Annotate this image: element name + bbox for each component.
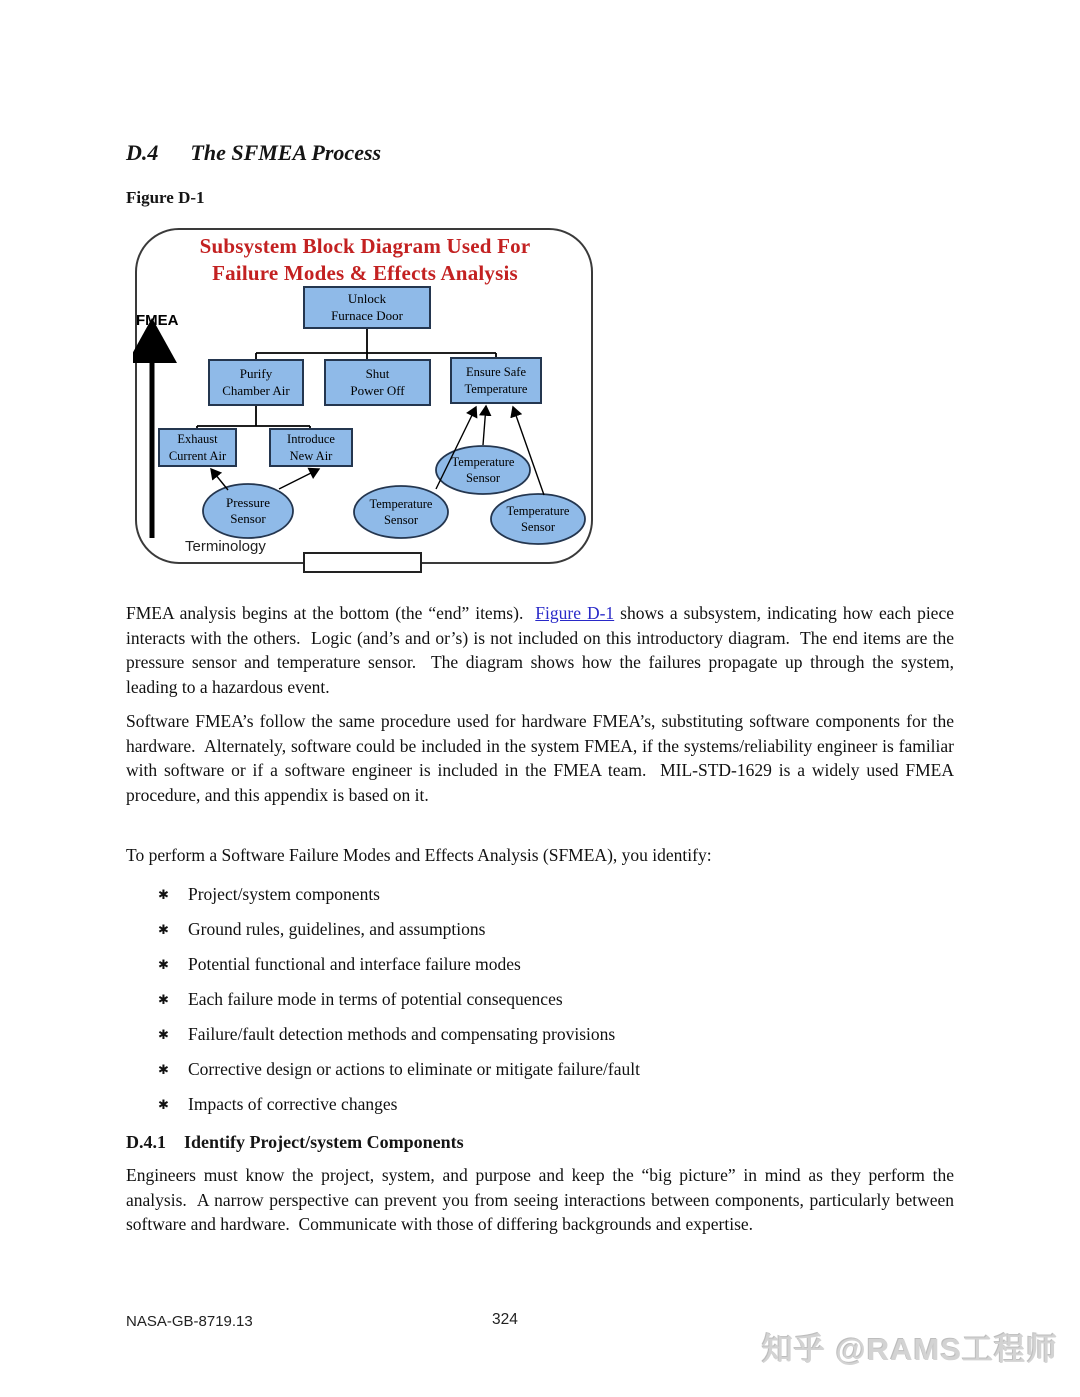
box-purify-chamber-air bbox=[208, 359, 304, 406]
section-heading bbox=[126, 140, 381, 166]
ellipse-text: Temperature bbox=[451, 455, 515, 469]
blank-label-box bbox=[303, 552, 422, 573]
pressure-sensor-label bbox=[203, 495, 293, 528]
asterisk-bullet-icon: ✱ bbox=[158, 921, 169, 937]
box-ensure-safe-temperature bbox=[450, 357, 542, 404]
list-item bbox=[158, 1087, 948, 1122]
terminology-label: Terminology bbox=[185, 538, 266, 555]
box-unlock-furnace-door bbox=[303, 286, 431, 329]
ellipse-text: Temperature bbox=[369, 497, 433, 511]
ellipse-text: Sensor bbox=[520, 519, 556, 534]
figure-title-line1: Subsystem Block Diagram Used For bbox=[199, 234, 531, 258]
paragraph-software-fmea: Software FMEA’s follow the same procedure used for hardware FMEA’s, substituting software components for the hardware. Alternately, software could be included in the system FMEA, if the systems/reliability engineer is familiar with software or if a software engineer is included in the FMEA team. MIL-STD-1629 is a widely used FMEA procedure, and this appendix is based on it. bbox=[126, 711, 959, 805]
ellipse-text: Sensor bbox=[230, 511, 266, 527]
box-text: Power Off bbox=[350, 382, 405, 398]
figure-title-line2: Failure Modes & Effects Analysis bbox=[212, 261, 518, 285]
list-item-text: Corrective design or actions to eliminate or mitigate failure/fault bbox=[188, 1059, 640, 1079]
temperature-sensor-1-label bbox=[436, 455, 530, 486]
list-item-text: Failure/fault detection methods and compensating provisions bbox=[188, 1024, 616, 1044]
list-item-text: Ground rules, guidelines, and assumptions bbox=[188, 919, 486, 939]
fmea-axis-label: FMEA bbox=[136, 312, 179, 329]
ellipse-text: Sensor bbox=[383, 512, 419, 527]
box-text: Current Air bbox=[168, 448, 227, 463]
ellipse-text: Pressure bbox=[225, 495, 271, 510]
asterisk-bullet-icon: ✱ bbox=[158, 1026, 169, 1042]
ellipse-text: Sensor bbox=[465, 470, 501, 485]
list-item bbox=[158, 1052, 948, 1087]
list-item bbox=[158, 1017, 948, 1052]
list-item-text: Potential functional and interface failure modes bbox=[188, 954, 521, 974]
footer-page-number: 324 bbox=[492, 1311, 518, 1328]
paragraph-text: shows a subsystem, indicating how each piece interacts with the others. Logic (and’s and or’s) is not included on this introductory diagram. The end items are the pressure sensor and temperature sensor. The diagram shows how the failures propagate up through the system, leading to a hazardous event. bbox=[126, 603, 959, 697]
figure-d1-diagram bbox=[133, 228, 601, 576]
paragraph-sfmea-intro: To perform a Software Failure Modes and Effects Analysis (SFMEA), you identify: bbox=[126, 845, 712, 865]
paragraph-fmea-analysis bbox=[126, 601, 959, 699]
box-shut-power-off bbox=[324, 359, 431, 406]
sfmea-identify-list bbox=[158, 877, 948, 1122]
list-item bbox=[158, 912, 948, 947]
figure-d1-link[interactable]: Figure D-1 bbox=[535, 603, 615, 623]
list-item-text: Project/system components bbox=[188, 884, 380, 904]
paragraph-text: FMEA analysis begins at the bottom (the “end” items). bbox=[126, 603, 536, 623]
box-text: Chamber Air bbox=[222, 382, 290, 398]
temperature-sensor-2-label bbox=[354, 497, 448, 528]
section-title: The SFMEA Process bbox=[190, 140, 382, 165]
subsection-heading bbox=[126, 1132, 464, 1153]
subsection-number: D.4.1 bbox=[126, 1132, 166, 1152]
box-text: New Air bbox=[289, 448, 333, 463]
list-item bbox=[158, 982, 948, 1017]
subsection-title: Identify Project/system Components bbox=[184, 1132, 464, 1152]
box-text: Ensure Safe bbox=[465, 365, 527, 380]
asterisk-bullet-icon: ✱ bbox=[158, 886, 169, 902]
list-item-text: Impacts of corrective changes bbox=[188, 1094, 398, 1114]
figure-caption: Figure D-1 bbox=[126, 188, 205, 207]
asterisk-bullet-icon: ✱ bbox=[158, 1061, 169, 1077]
zhihu-watermark: 知乎 @RAMS工程师 bbox=[761, 1332, 1058, 1367]
box-text: Temperature bbox=[464, 381, 528, 396]
paragraph-engineers: Engineers must know the project, system, and purpose and keep the “big picture” in mind as they perform the analysis. A narrow perspective can prevent you from seeing interactions between components, particularly between software and hardware. Communicate with those of differing backgrounds and expertise. bbox=[126, 1165, 959, 1234]
box-text: Introduce bbox=[287, 432, 335, 447]
box-text: Exhaust bbox=[177, 432, 218, 447]
temperature-sensor-3-label bbox=[491, 504, 585, 535]
list-item bbox=[158, 947, 948, 982]
asterisk-bullet-icon: ✱ bbox=[158, 1096, 169, 1112]
section-number: D.4 bbox=[126, 140, 159, 165]
asterisk-bullet-icon: ✱ bbox=[158, 991, 169, 1007]
asterisk-bullet-icon: ✱ bbox=[158, 956, 169, 972]
box-text: Shut bbox=[365, 365, 390, 381]
list-item bbox=[158, 877, 948, 912]
list-item-text: Each failure mode in terms of potential consequences bbox=[188, 989, 563, 1009]
box-introduce-new-air bbox=[269, 428, 353, 467]
box-text: Purify bbox=[239, 365, 273, 381]
footer-document-id: NASA-GB-8719.13 bbox=[126, 1313, 253, 1330]
box-text: Furnace Door bbox=[331, 307, 403, 323]
ellipse-text: Temperature bbox=[506, 504, 570, 518]
box-exhaust-current-air bbox=[158, 428, 237, 467]
box-text: Unlock bbox=[347, 290, 387, 306]
